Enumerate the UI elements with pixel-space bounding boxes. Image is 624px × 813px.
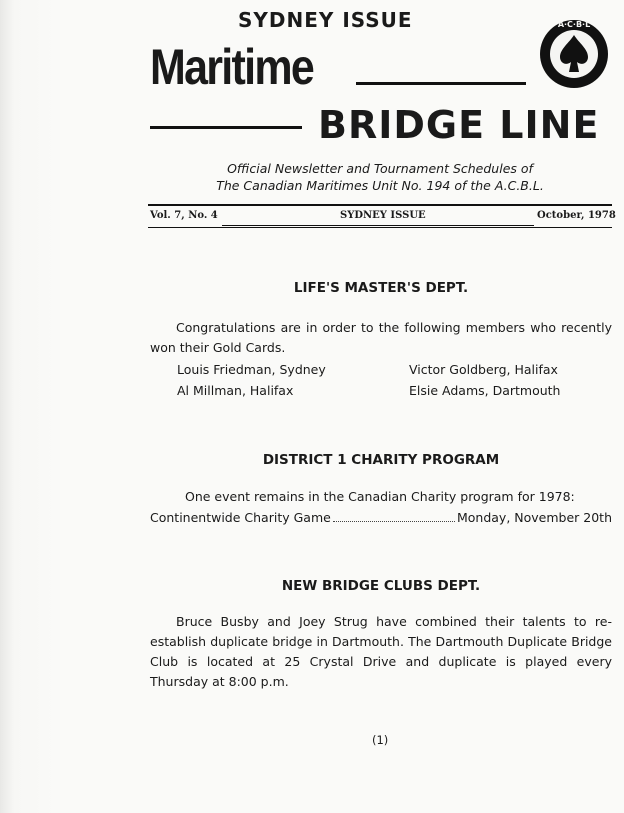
title-rule-left <box>150 126 302 129</box>
page-number: (1) <box>372 733 389 747</box>
acbl-logo <box>538 18 610 90</box>
issue-date: October, 1978 <box>537 210 616 221</box>
meta-issue: SYDNEY ISSUE <box>340 210 426 221</box>
member-name: Victor Goldberg, Halifax <box>409 362 558 377</box>
masters-text: Congratulations are in order to the following members who recently won their Gold Cards. <box>150 320 612 355</box>
member-name: Louis Friedman, Sydney <box>177 362 326 377</box>
title-bridge-line: BRIDGE LINE <box>318 103 600 147</box>
dot-leader <box>333 521 455 522</box>
member-name: Elsie Adams, Dartmouth <box>409 383 561 398</box>
charity-event-date: Monday, November 20th <box>456 510 612 525</box>
title-maritime: Maritime <box>150 39 314 95</box>
issue-label: SYDNEY ISSUE <box>238 8 413 32</box>
subtitle-line-2: The Canadian Maritimes Unit No. 194 of the A.C.B.L. <box>216 178 544 193</box>
masters-heading: LIFE'S MASTER'S DEPT. <box>293 280 469 296</box>
clubs-text: Bruce Busby and Joey Strug have combined their talents to re-establish duplicate bridge in Dartmouth. The Dartmouth Duplicate Bridge Club is located at 25 Crystal Drive and duplicate is played every Thursday at 8:00 p.m. <box>150 614 612 689</box>
header-rule-bottom <box>148 227 612 228</box>
charity-event-row <box>150 510 612 525</box>
volume-number: Vol. 7, No. 4 <box>150 210 218 221</box>
charity-text: One event remains in the Canadian Charity program for 1978: <box>185 489 575 504</box>
header-rule-middle <box>222 225 534 226</box>
clubs-heading: NEW BRIDGE CLUBS DEPT. <box>281 578 481 594</box>
header-rule-top <box>148 204 612 206</box>
charity-heading: DISTRICT 1 CHARITY PROGRAM <box>262 452 500 468</box>
title-rule-right <box>356 82 526 85</box>
member-name: Al Millman, Halifax <box>177 383 294 398</box>
logo-text: A·C·B·L <box>557 20 591 29</box>
subtitle-line-1: Official Newsletter and Tournament Schedules of <box>227 161 533 176</box>
charity-event: Continentwide Charity Game <box>150 510 331 525</box>
